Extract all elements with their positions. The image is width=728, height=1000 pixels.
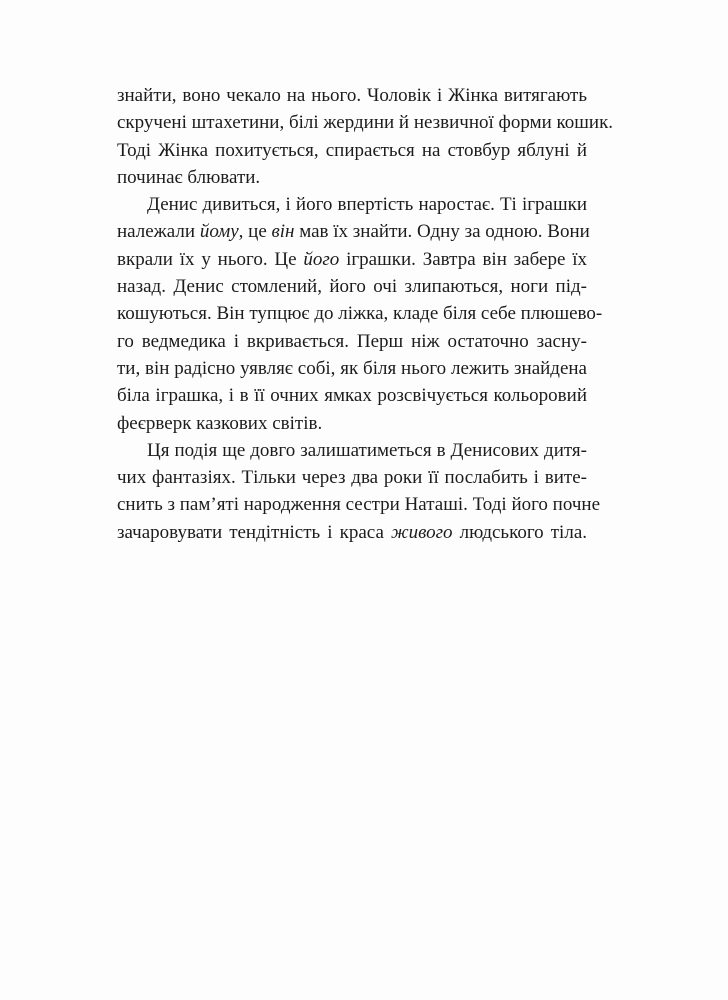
italic-segment: його xyxy=(303,248,340,270)
text-segment: зачаровувати тендітність і краса xyxy=(117,521,391,543)
italic-segment: йому xyxy=(199,221,239,243)
text-line: го ведмедика і вкривається. Перш ніж остаточно засну- xyxy=(117,330,587,352)
text-line: знайти, воно чекало на нього. Чоловік і Жінка витягають xyxy=(117,85,587,106)
text-line: Тоді Жінка похитується, спирається на стовбур яблуні й xyxy=(117,139,587,161)
text-line xyxy=(117,246,587,273)
text-segment: , це xyxy=(238,221,272,243)
paragraph-2 xyxy=(117,191,603,437)
text-line: чих фантазіях. Тільки через два роки її послабить і вите- xyxy=(117,467,587,489)
italic-segment: живого xyxy=(390,521,453,543)
text-line: феєрверк казкових світів. xyxy=(117,412,323,434)
text-line: починає блювати. xyxy=(117,166,261,188)
text-line: ти, він радісно уявляє собі, як біля нього лежить знайдена xyxy=(117,357,587,379)
body-text xyxy=(117,82,614,546)
text-line: Ця подія ще довго залишатиметься в Денисових дитя- xyxy=(147,439,587,461)
paragraph-3 xyxy=(117,437,601,546)
italic-segment: він xyxy=(271,221,295,243)
text-line: снить з пам’яті народження сестри Наташі. Тоді його почне xyxy=(117,494,601,516)
text-segment: людського тіла. xyxy=(452,521,587,543)
text-line xyxy=(117,519,587,546)
text-line: біла іграшка, і в її очних ямках розсвічується кольоровий xyxy=(117,385,587,407)
text-line: Денис дивиться, і його впертість наростає. Ті іграшки xyxy=(147,194,587,216)
text-line: кошуються. Він тупцює до ліжка, кладе біля себе плюшево- xyxy=(117,303,603,325)
text-segment: іграшки. Завтра він забере їх xyxy=(339,248,587,270)
text-segment: вкрали їх у нього. Це xyxy=(117,248,304,270)
text-segment: мав їх знайти. Одну за одною. Вони xyxy=(294,221,590,243)
text-line: скручені штахетини, білі жердини й незвичної форми кошик. xyxy=(117,112,614,134)
text-line: назад. Денис стомлений, його очі злипаються, ноги під- xyxy=(117,276,587,298)
text-segment: належали xyxy=(117,221,200,243)
paragraph-1 xyxy=(117,82,614,191)
text-line xyxy=(117,218,590,245)
